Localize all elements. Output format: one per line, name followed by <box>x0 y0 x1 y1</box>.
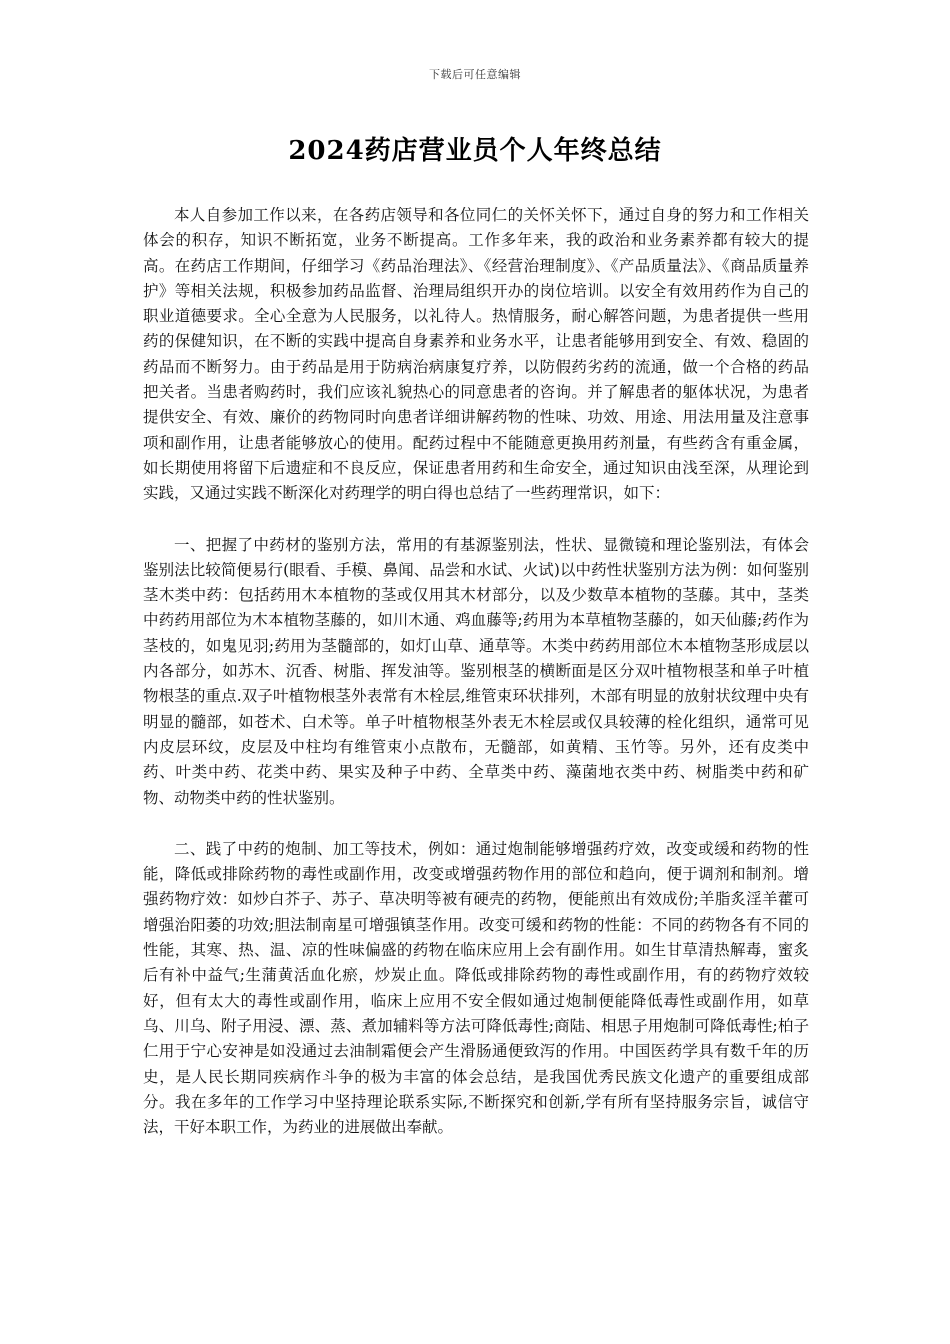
paragraph-identification: 一、把握了中药材的鉴别方法，常用的有基源鉴别法，性状、显微镜和理论鉴别法，有体会鉴别法比较简便易行(眼看、手模、鼻闻、品尝和水试、火试)以中药性状鉴别方法为例：如何鉴别茎木类中药：包括药用木本植物的茎或仅用其木材部分，以及少数草本植物的茎藤。其中，茎类中药药用部位为木本植物茎藤的，如川木通、鸡血藤等;药用为本草植物茎藤的，如天仙藤;药作为茎枝的，如鬼见羽;药用为茎髓部的，如灯山草、通草等。木类中药药用部位木本植物茎形成层以内各部分，如苏木、沉香、树脂、挥发油等。鉴别根茎的横断面是区分双叶植物根茎和单子叶植物根茎的重点.双子叶植物根茎外表常有木栓层,维管束环状排列，木部有明显的放射状纹理中央有明显的髓部，如苍术、白术等。单子叶植物根茎外表无木栓层或仅具较薄的栓化组织，通常可见内皮层环纹，皮层及中柱均有维管束小点散布，无髓部，如黄精、玉竹等。另外，还有皮类中药、叶类中药、花类中药、果实及种子中药、全草类中药、藻菌地衣类中药、树脂类中药和矿物、动物类中药的性状鉴别。 <box>143 535 809 807</box>
paragraph-intro: 本人自参加工作以来，在各药店领导和各位同仁的关怀关怀下，通过自身的努力和工作相关体会的积存，知识不断拓宽，业务不断提高。工作多年来，我的政治和业务素养都有较大的提高。在药店工作期间，仔细学习《药品治理法》、《经营治理制度》、《产品质量法》、《商品质量养护》等相关法规，积极参加药品监督、治理局组织开办的岗位培训。以安全有效用药作为自己的职业道德要求。全心全意为人民服务，以礼待人。热情服务，耐心解答问题，为患者提供一些用药的保健知识，在不断的实践中提高自身素养和业务水平，让患者能够用到安全、有效、稳固的药品而不断努力。由于药品是用于防病治病康复疗养，以防假药劣药的流通，做一个合格的药品把关者。当患者购药时，我们应该礼貌热心的同意患者的咨询。并了解患者的躯体状况，为患者提供安全、有效、廉价的药物同时向患者详细讲解药物的性味、功效、用途、用法用量及注意事项和副作用，让患者能够放心的使用。配药过程中不能随意更换用药剂量，有些药含有重金属，如长期使用将留下后遗症和不良反应，保证患者用药和生命安全，通过知识由浅至深，从理论到实践，又通过实践不断深化对药理学的明白得也总结了一些药理常识，如下： <box>143 206 809 503</box>
header-note: 下载后可任意编辑 <box>429 68 521 81</box>
paragraph-processing: 二、践了中药的炮制、加工等技术，例如：通过炮制能够增强药疗效，改变或缓和药物的性能，降低或排除药物的毒性或副作用，改变或增强药物作用的部位和趋向，便于调剂和制剂。增强药物疗效：如炒白芥子、苏子、草决明等被有硬壳的药物，便能煎出有效成份;羊脂炙淫羊藿可增强治阳萎的功效;胆法制南星可增强镇茎作用。改变可缓和药物的性能：不同的药物各有不同的性能，其寒、热、温、凉的性味偏盛的药物在临床应用上会有副作用。如生甘草清热解毒，蜜炙后有补中益气;生蒲黄活血化瘀，炒炭止血。降低或排除药物的毒性或副作用，有的药物疗效较好，但有太大的毒性或副作用，临床上应用不安全假如通过炮制便能降低毒性或副作用，如草乌、川乌、附子用浸、漂、蒸、煮加辅料等方法可降低毒性;商陆、相思子用炮制可降低毒性;柏子仁用于宁心安神是如没通过去油制霜便会产生滑肠通便致泻的作用。中国医药学具有数千年的历史，是人民长期同疾病作斗争的极为丰富的体会总结，是我国优秀民族文化遗产的重要组成部分。我在多年的工作学习中坚持理论联系实际,不断探究和创新,学有所有坚持服务宗旨，诚信守法，干好本职工作，为药业的进展做出奉献。 <box>143 839 809 1137</box>
page-title: 2024药店营业员个人年终总结 <box>288 136 662 166</box>
document-body <box>143 203 809 1166</box>
